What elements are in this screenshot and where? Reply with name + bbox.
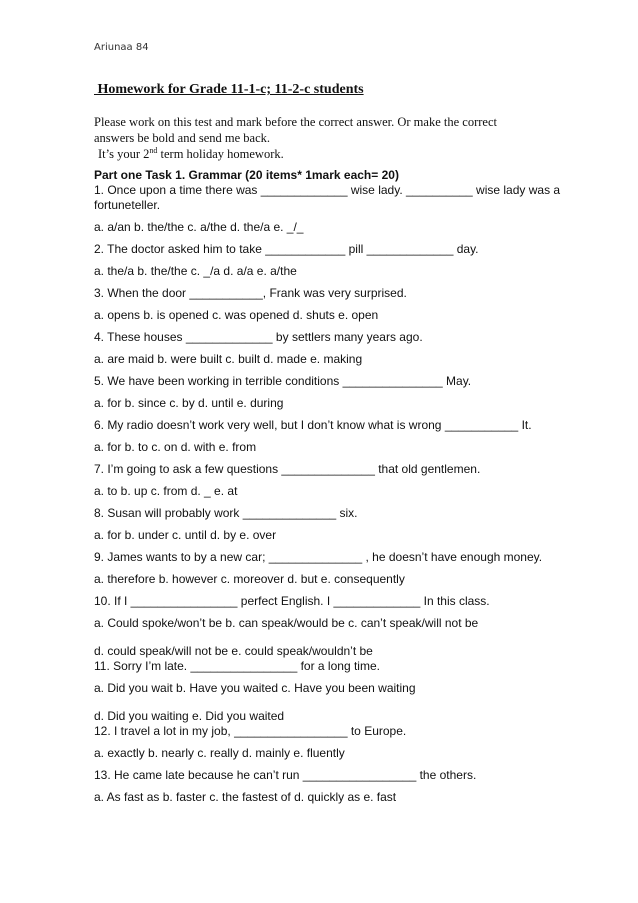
options-11-continued: d. Did you waiting e. Did you waited [94, 709, 285, 723]
header-note: Ariunaa 84 [94, 42, 149, 53]
question-12: 12. I travel a lot in my job, _________________ to Europe. [94, 724, 407, 738]
question-9: 9. James wants to by a new car; ______________ , he doesn’t have enough money. [94, 550, 543, 564]
options-12: a. exactly b. nearly c. really d. mainly e. fluently [94, 746, 345, 760]
question-6: 6. My radio doesn’t work very well, but I don’t know what is wrong ___________ It. [94, 418, 532, 432]
question-3: 3. When the door ___________, Frank was very surprised. [94, 286, 407, 300]
intro-line-3-sup: nd [149, 145, 158, 155]
section-heading: Part one Task 1. Grammar (20 items* 1mark each= 20) [94, 168, 399, 182]
intro-line-2: answers be bold and send me back. [94, 131, 270, 145]
question-4: 4. These houses _____________ by settlers many years ago. [94, 330, 423, 344]
options-4: a. are maid b. were built c. built d. made e. making [94, 352, 363, 366]
intro-line-1: Please work on this test and mark before the correct answer. Or make the correct [94, 115, 497, 129]
options-13: a. As fast as b. faster c. the fastest of d. quickly as e. fast [94, 790, 397, 804]
intro-paragraph [94, 114, 564, 162]
question-7: 7. I’m going to ask a few questions ______________ that old gentlemen. [94, 462, 481, 476]
question-2: 2. The doctor asked him to take ____________ pill _____________ day. [94, 242, 479, 256]
question-1: 1. Once upon a time there was _____________ wise lady. __________ wise lady was a fortuneteller. [94, 183, 561, 212]
options-5: a. for b. since c. by d. until e. during [94, 396, 284, 410]
question-13: 13. He came late because he can’t run _________________ the others. [94, 768, 477, 782]
options-8: a. for b. under c. until d. by e. over [94, 528, 277, 542]
options-1: a. a/an b. the/the c. a/the d. the/a e. _/_ [94, 220, 304, 234]
intro-line-3-post: term holiday homework. [157, 147, 284, 161]
question-8: 8. Susan will probably work ______________ six. [94, 506, 358, 520]
options-11: a. Did you wait b. Have you waited c. Have you been waiting [94, 681, 416, 695]
question-list [94, 168, 564, 805]
options-10: a. Could spoke/won’t be b. can speak/would be c. can’t speak/will not be [94, 616, 479, 630]
options-3: a. opens b. is opened c. was opened d. shuts e. open [94, 308, 379, 322]
options-2: a. the/a b. the/the c. _/a d. a/a e. a/the [94, 264, 297, 278]
options-6: a. for b. to c. on d. with e. from [94, 440, 257, 454]
options-7: a. to b. up c. from d. _ e. at [94, 484, 238, 498]
question-10: 10. If I ________________ perfect English. I _____________ In this class. [94, 594, 490, 608]
options-9: a. therefore b. however c. moreover d. but e. consequently [94, 572, 405, 586]
intro-line-3 [98, 146, 564, 162]
question-11: 11. Sorry I’m late. ________________ for a long time. [94, 659, 380, 673]
options-10-continued: d. could speak/will not be e. could speak/wouldn’t be [94, 644, 373, 658]
intro-line-3-pre: It’s your 2 [98, 147, 150, 161]
question-5: 5. We have been working in terrible conditions _______________ May. [94, 374, 472, 388]
document-title: Homework for Grade 11-1-c; 11-2-c students [94, 82, 364, 97]
